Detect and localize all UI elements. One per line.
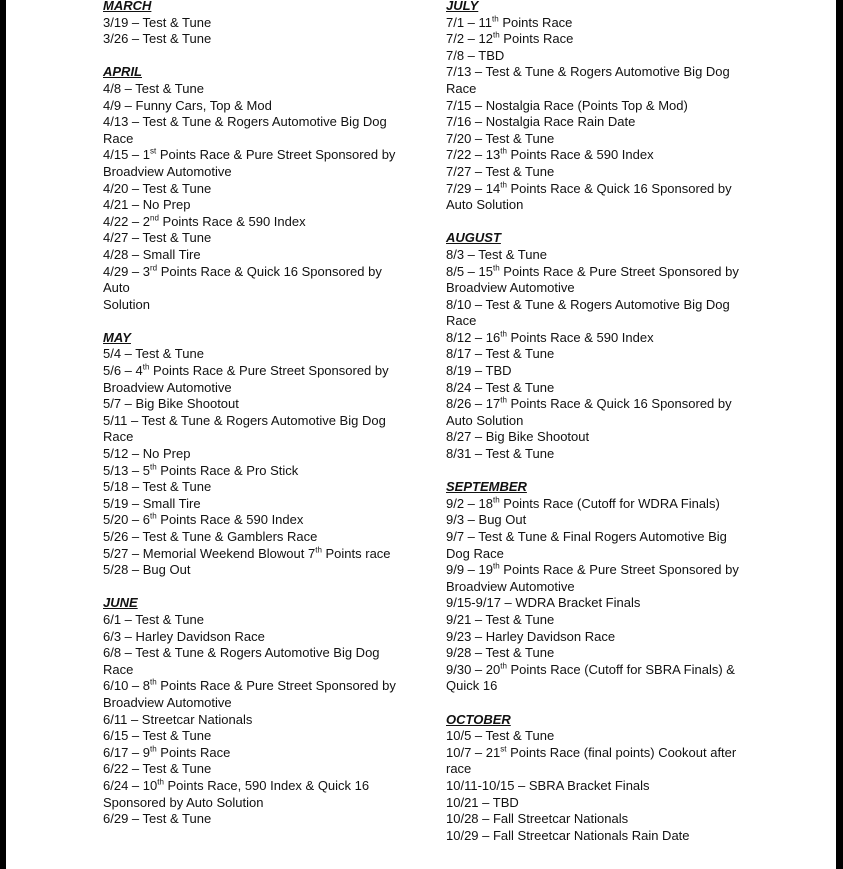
schedule-entry: 4/13 – Test & Tune & Rogers Automotive Big Dog: [103, 114, 387, 130]
schedule-entry: 4/21 – No Prep: [103, 197, 191, 213]
schedule-entry: 6/10 – 8th Points Race & Pure Street Sponsored by: [103, 678, 396, 694]
schedule-entry: 8/10 – Test & Tune & Rogers Automotive Big Dog: [446, 296, 730, 312]
schedule-entry: 4/20 – Test & Tune: [103, 180, 212, 196]
schedule-entry-continued: Solution: [103, 296, 150, 312]
section-spacer: [446, 463, 746, 480]
schedule-entry: 6/24 – 10th Points Race, 590 Index & Quick 16: [103, 777, 370, 793]
schedule-entry: 7/16 – Nostalgia Race Rain Date: [446, 114, 636, 130]
schedule-entry-continued: Race: [103, 429, 134, 445]
schedule-entry: 4/27 – Test & Tune: [103, 230, 212, 246]
schedule-entry: 7/8 – TBD: [446, 47, 505, 63]
schedule-entry: 10/21 – TBD: [446, 794, 519, 810]
month-heading-march: MARCH: [103, 0, 152, 13]
schedule-entry: 7/29 – 14th Points Race & Quick 16 Sponsored by: [446, 180, 732, 196]
schedule-entry: 5/6 – 4th Points Race & Pure Street Sponsored by: [103, 362, 389, 379]
schedule-entry: 5/27 – Memorial Weekend Blowout 7th Points race: [103, 545, 391, 561]
schedule-entry: 10/11-10/15 – SBRA Bracket Finals: [446, 777, 650, 793]
schedule-entry: 7/15 – Nostalgia Race (Points Top & Mod): [446, 97, 688, 113]
month-heading-august: AUGUST: [446, 230, 501, 246]
schedule-entry-continued: Broadview Automotive: [446, 578, 575, 594]
schedule-entry: 9/30 – 20th Points Race (Cutoff for SBRA Finals) &: [446, 661, 735, 677]
schedule-entry: 6/11 – Streetcar Nationals: [103, 711, 253, 727]
schedule-entry: 6/15 – Test & Tune: [103, 728, 212, 744]
month-heading-may: MAY: [103, 329, 131, 345]
schedule-entry: 4/9 – Funny Cars, Top & Mod: [103, 97, 272, 113]
schedule-entry: 7/22 – 13th Points Race & 590 Index: [446, 147, 654, 163]
section-spacer: [103, 579, 403, 596]
schedule-entry-continued: Auto Solution: [446, 197, 524, 213]
schedule-entry: 7/2 – 12th Points Race: [446, 30, 574, 47]
schedule-entry: 8/26 – 17th Points Race & Quick 16 Sponsored by: [446, 395, 732, 412]
schedule-entry: 4/29 – 3rd Points Race & Quick 16 Sponsored by Auto: [103, 263, 382, 296]
schedule-entry-continued: Quick 16: [446, 678, 498, 694]
schedule-entry: 7/20 – Test & Tune: [446, 130, 555, 146]
schedule-entry-continued: Broadview Automotive: [103, 379, 232, 395]
section-spacer: [103, 48, 403, 65]
schedule-entry: 8/12 – 16th Points Race & 590 Index: [446, 329, 654, 345]
schedule-entry: 9/15-9/17 – WDRA Bracket Finals: [446, 595, 641, 611]
schedule-entry: 6/17 – 9th Points Race: [103, 744, 231, 760]
schedule-entry: 4/15 – 1st Points Race & Pure Street Sponsored by: [103, 147, 396, 163]
schedule-entry: 6/8 – Test & Tune & Rogers Automotive Big Dog: [103, 645, 380, 661]
schedule-entry: 10/29 – Fall Streetcar Nationals Rain Date: [446, 827, 690, 843]
schedule-entry: 7/13 – Test & Tune & Rogers Automotive Big Dog: [446, 64, 730, 80]
schedule-entry: 5/13 – 5th Points Race & Pro Stick: [103, 462, 299, 478]
schedule-entry-continued: Broadview Automotive: [446, 280, 575, 296]
month-heading-october: OCTOBER: [446, 711, 511, 727]
schedule-entry: 8/5 – 15th Points Race & Pure Street Sponsored by: [446, 263, 739, 279]
schedule-entry: 8/24 – Test & Tune: [446, 379, 555, 395]
schedule-entry-continued: Race: [446, 313, 477, 329]
section-spacer: [103, 313, 403, 330]
schedule-entry: 10/5 – Test & Tune: [446, 728, 555, 744]
schedule-entry-continued: Auto Solution: [446, 412, 524, 428]
schedule-entry: 3/26 – Test & Tune: [103, 31, 212, 47]
schedule-entry: 5/26 – Test & Tune & Gamblers Race: [103, 529, 318, 544]
schedule-entry: 8/3 – Test & Tune: [446, 246, 547, 262]
schedule-entry: 8/19 – TBD: [446, 363, 512, 379]
schedule-entry: 4/22 – 2nd Points Race & 590 Index: [103, 213, 306, 229]
schedule-entry-continued: Race: [446, 80, 477, 96]
schedule-entry: 6/3 – Harley Davidson Race: [103, 628, 265, 644]
section-spacer: [446, 695, 746, 712]
schedule-entry-continued: Broadview Automotive: [103, 163, 232, 179]
schedule-entry: 6/1 – Test & Tune: [103, 611, 204, 627]
schedule-entry: 10/7 – 21st Points Race (final points) Cookout after: [446, 744, 737, 760]
schedule-entry: 9/28 – Test & Tune: [446, 645, 555, 661]
month-heading-september: SEPTEMBER: [446, 479, 527, 495]
section-spacer: [446, 214, 746, 231]
schedule-entry: 5/19 – Small Tire: [103, 495, 201, 511]
schedule-entry: 9/9 – 19th Points Race & Pure Street Sponsored by: [446, 561, 739, 578]
schedule-entry: 9/2 – 18th Points Race (Cutoff for WDRA Finals): [446, 495, 720, 511]
month-heading-april: APRIL: [103, 64, 142, 80]
schedule-entry-continued: Broadview Automotive: [103, 694, 232, 710]
month-heading-july: JULY: [446, 0, 479, 13]
month-heading-june: JUNE: [103, 595, 138, 611]
schedule-entry: 5/12 – No Prep: [103, 446, 191, 462]
schedule-entry: 5/18 – Test & Tune: [103, 479, 212, 495]
schedule-entry: 8/27 – Big Bike Shootout: [446, 429, 590, 445]
schedule-entry: 9/3 – Bug Out: [446, 512, 527, 528]
left-column: [103, 0, 403, 828]
schedule-entry: 5/28 – Bug Out: [103, 562, 191, 578]
schedule-entry: 5/7 – Big Bike Shootout: [103, 396, 239, 412]
schedule-entry: 6/29 – Test & Tune: [103, 811, 212, 827]
schedule-entry: 6/22 – Test & Tune: [103, 761, 212, 777]
schedule-entry: 8/17 – Test & Tune: [446, 346, 555, 362]
schedule-entry: 5/4 – Test & Tune: [103, 346, 204, 362]
right-column: [446, 0, 746, 844]
schedule-entry: 7/27 – Test & Tune: [446, 163, 555, 179]
schedule-entry: 4/28 – Small Tire: [103, 246, 201, 262]
schedule-entry: 10/28 – Fall Streetcar Nationals: [446, 811, 629, 827]
schedule-entry: 4/8 – Test & Tune: [103, 80, 204, 96]
schedule-entry-continued: Race: [103, 661, 134, 677]
schedule-entry: 9/21 – Test & Tune: [446, 611, 555, 627]
schedule-entry-continued: Race: [103, 130, 134, 146]
schedule-entry: 9/23 – Harley Davidson Race: [446, 628, 616, 644]
schedule-entry: 9/7 – Test & Tune & Final Rogers Automotive Big: [446, 529, 727, 544]
schedule-entry: 5/11 – Test & Tune & Rogers Automotive Big Dog: [103, 412, 386, 428]
schedule-page: [6, 0, 836, 869]
schedule-entry: 5/20 – 6th Points Race & 590 Index: [103, 512, 304, 528]
schedule-entry-continued: race: [446, 761, 472, 777]
schedule-entry: 7/1 – 11th Points Race: [446, 14, 573, 30]
schedule-entry-continued: Dog Race: [446, 545, 504, 561]
schedule-entry-continued: Sponsored by Auto Solution: [103, 794, 264, 810]
schedule-entry: 3/19 – Test & Tune: [103, 14, 212, 30]
schedule-entry: 8/31 – Test & Tune: [446, 446, 555, 462]
